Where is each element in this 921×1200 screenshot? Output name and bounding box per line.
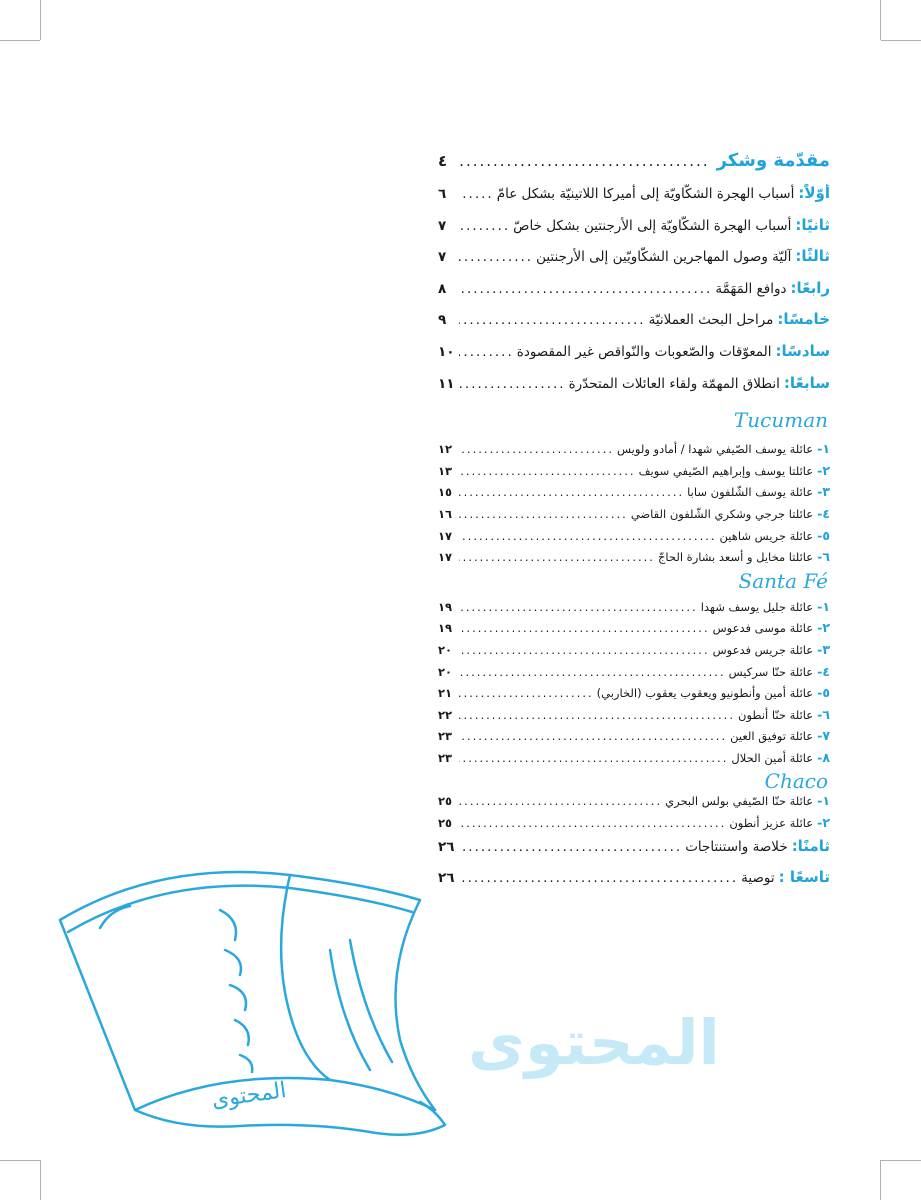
toc-page-number: ٧	[438, 217, 447, 234]
toc-entry-prefix: ٢-	[817, 620, 830, 636]
toc-entry-prefix: ٥-	[817, 527, 830, 543]
leader-dots	[459, 665, 726, 679]
leader-dots	[459, 708, 735, 722]
toc-entry-text: عائلة حنّا الصّيفي بولس البحري	[665, 794, 814, 809]
toc-page-number: ١٧	[438, 550, 453, 565]
toc-page-number: ٦	[438, 186, 447, 202]
toc-page-number: ١٠	[438, 343, 455, 360]
toc-page-number: ٢٥	[438, 816, 453, 831]
toc-entry-prefix: ١-	[817, 793, 830, 809]
toc-page-number: ٢٣	[438, 750, 453, 765]
table-of-contents	[438, 150, 830, 900]
section-heading-santa-fe: Santa Fé	[738, 568, 828, 593]
toc-page-number: ٤	[438, 152, 448, 170]
toc-page-number: ٢٦	[438, 838, 455, 855]
toc-entry-prefix: ٢-	[817, 462, 830, 478]
toc-entry-prefix: ٤-	[817, 505, 830, 521]
toc-entry-prefix: ٦-	[817, 706, 830, 722]
toc-page-number: ١٥	[438, 485, 453, 500]
toc-subentry[interactable]	[438, 750, 830, 772]
toc-entry[interactable]	[438, 868, 830, 900]
leader-dots	[459, 839, 682, 855]
toc-entry[interactable]	[438, 310, 830, 342]
toc-entry-text: عائلة جريس فدعوس	[712, 642, 814, 657]
toc-page-number: ٢٠	[438, 664, 453, 679]
toc-entry-prefix: سادسًا:	[775, 341, 830, 360]
toc-page-number: ٢٥	[438, 794, 453, 809]
toc-entry-text: دوافع المَهَمَّة	[715, 280, 787, 297]
leader-dots	[459, 870, 738, 886]
toc-entry-text: خلاصة واستنتاجات	[685, 838, 788, 855]
toc-page-number: ٨	[438, 280, 447, 297]
toc-page-number: ١٢	[438, 442, 453, 457]
toc-entry[interactable]	[438, 279, 830, 311]
toc-entry-text: توصية	[741, 870, 775, 887]
crop-mark	[880, 1160, 881, 1200]
toc-entry-prefix: ١-	[817, 598, 830, 614]
toc-subentry[interactable]	[438, 793, 830, 815]
toc-entry-text: آليّة وصول المهاجرين الشكّاويّين إلى الأرجنتين	[536, 249, 792, 266]
crop-mark	[0, 1160, 40, 1161]
leader-dots	[459, 794, 662, 808]
leader-dots	[459, 485, 684, 499]
leader-dots	[459, 218, 510, 234]
toc-page-number: ٢٣	[438, 729, 453, 744]
toc-entry-prefix: ٢-	[817, 815, 830, 831]
open-book-illustration	[40, 840, 460, 1150]
toc-subentry[interactable]	[438, 463, 830, 485]
crop-mark	[40, 1160, 41, 1200]
leader-dots	[459, 550, 655, 564]
toc-entry-prefix: رابعًا:	[790, 278, 830, 297]
toc-page-number: ٢٢	[438, 707, 453, 722]
toc-entry[interactable]	[438, 184, 830, 216]
toc-subentry[interactable]	[438, 815, 830, 837]
toc-subentry[interactable]	[438, 642, 830, 664]
toc-subentry[interactable]	[438, 506, 830, 528]
page-title: المحتوى	[468, 1006, 720, 1079]
toc-entry-prefix: ثالثًا:	[795, 247, 830, 266]
toc-entry-prefix: تاسعًا :	[778, 868, 830, 887]
toc-entry[interactable]	[438, 837, 830, 869]
leader-dots	[459, 312, 646, 328]
toc-page-number: ١٧	[438, 528, 453, 543]
toc-subentry[interactable]	[438, 549, 830, 571]
leader-dots	[459, 152, 710, 170]
toc-entry-text: عائلة جليل يوسف شهدا	[700, 599, 814, 614]
toc-subentry[interactable]	[438, 685, 830, 707]
leader-dots	[459, 507, 628, 521]
toc-page-number: ١٦	[438, 506, 453, 521]
toc-entry-prefix: ثامنًا:	[791, 836, 830, 855]
toc-entry-text: المعوّقات والصّعوبات والنّواقص غير المقصودة	[516, 343, 772, 360]
toc-page-number: ٢٦	[438, 870, 455, 887]
toc-entry-text: عائلة يوسف الصّيفي شهدا / أمادو ولويس	[617, 442, 814, 457]
toc-entry-text: عائلتا مخايل و أسعد بشارة الحاجّ	[657, 550, 814, 565]
leader-dots	[459, 751, 728, 765]
toc-entry-text: عائلة حنّا أنطون	[738, 707, 814, 722]
toc-entry-text: عائلة حنّا سركيس	[728, 664, 814, 679]
toc-entry-intro[interactable]	[438, 150, 830, 184]
toc-entry-prefix: ٨-	[817, 749, 830, 765]
toc-entry-text: عائلة أمين وأنطونيو ويعقوب يعقوب (الخاربي)	[596, 686, 814, 701]
toc-entry-text: مراحل البحث العملانيّة	[648, 312, 774, 329]
toc-entry-text: عائلة يوسف الشّلفون سابا	[687, 485, 814, 500]
toc-page-number: ١٩	[438, 599, 453, 614]
crop-mark	[881, 40, 921, 41]
toc-entry-prefix: خامسًا:	[777, 310, 830, 329]
leader-dots	[459, 442, 614, 456]
leader-dots	[459, 621, 710, 635]
toc-page-number: ٢٠	[438, 642, 453, 657]
toc-subentry[interactable]	[438, 728, 830, 750]
toc-page-number: ٩	[438, 312, 447, 329]
toc-entry-prefix: ٣-	[817, 641, 830, 657]
toc-entry-prefix: أوّلاً:	[798, 184, 830, 202]
crop-mark	[881, 1160, 921, 1161]
toc-subentry[interactable]	[438, 599, 830, 621]
crop-mark	[40, 0, 41, 40]
leader-dots	[459, 344, 514, 360]
toc-subentry[interactable]	[438, 664, 830, 686]
leader-dots	[459, 816, 726, 830]
toc-page-number: ١٣	[438, 463, 453, 478]
toc-entry-text: عائلة توفيق العين	[730, 729, 814, 744]
toc-entry[interactable]	[438, 247, 830, 279]
book-label: المحتوى	[210, 1077, 288, 1114]
leader-dots	[459, 186, 494, 202]
toc-entry-prefix: ٥-	[817, 685, 830, 701]
leader-dots	[459, 376, 566, 392]
toc-page-number: ٢١	[438, 686, 453, 701]
toc-entry-text: عائلة أمين الحلال	[731, 750, 814, 765]
section-heading-chaco: Chaco	[764, 769, 828, 794]
toc-entry-prefix: ٤-	[817, 663, 830, 679]
toc-entry-prefix: ٦-	[817, 549, 830, 565]
leader-dots	[459, 529, 717, 543]
toc-entry-prefix: ٣-	[817, 484, 830, 500]
toc-intro-label: مقدّمة وشكر	[716, 150, 830, 171]
crop-mark	[0, 40, 40, 41]
toc-subentry[interactable]	[438, 707, 830, 729]
toc-entry-text: أسباب الهجرة الشكّاويّة إلى الأرجنتين بشكل خاصّ	[513, 217, 792, 234]
toc-entry-text: انطلاق المهمّة ولقاء العائلات المتحدّرة	[568, 375, 780, 392]
toc-subentry[interactable]	[438, 620, 830, 642]
leader-dots	[459, 686, 594, 700]
section-heading-tucuman: Tucuman	[733, 408, 828, 433]
toc-entry-prefix: سابعًا:	[783, 373, 830, 392]
toc-entry-text: عائلتا يوسف وإبراهيم الصّيفي سويف	[638, 463, 814, 478]
toc-entry-prefix: ثانيًا:	[795, 215, 830, 234]
toc-subentry[interactable]	[438, 528, 830, 550]
toc-entry[interactable]	[438, 342, 830, 374]
leader-dots	[459, 464, 636, 478]
toc-subentry[interactable]	[438, 484, 830, 506]
leader-dots	[459, 600, 698, 614]
leader-dots	[459, 729, 727, 743]
toc-entry-prefix: ٧-	[817, 728, 830, 744]
leader-dots	[459, 249, 533, 265]
toc-entry-prefix: ١-	[817, 441, 830, 457]
leader-dots	[459, 281, 712, 297]
toc-entry-text: عائلتا جرجي وشكري الشّلفون القاضي	[630, 506, 814, 521]
toc-entry-text: عائلة موسى فدعوس	[712, 621, 814, 636]
toc-entry-text: عائلة عزيز أنطون	[729, 816, 814, 831]
toc-entry-text: عائلة جريس شاهين	[719, 528, 814, 543]
toc-page-number: ١١	[438, 375, 455, 392]
toc-page-number: ٧	[438, 249, 447, 266]
toc-entry[interactable]	[438, 216, 830, 248]
toc-page-number: ١٩	[438, 621, 453, 636]
toc-entry-text: أسباب الهجرة الشكّاويّة إلى أميركا اللاتينيّة بشكل عامّ	[496, 186, 795, 202]
crop-mark	[880, 0, 881, 40]
toc-entry[interactable]	[438, 374, 830, 406]
toc-subentry[interactable]	[438, 441, 830, 463]
leader-dots	[459, 643, 710, 657]
